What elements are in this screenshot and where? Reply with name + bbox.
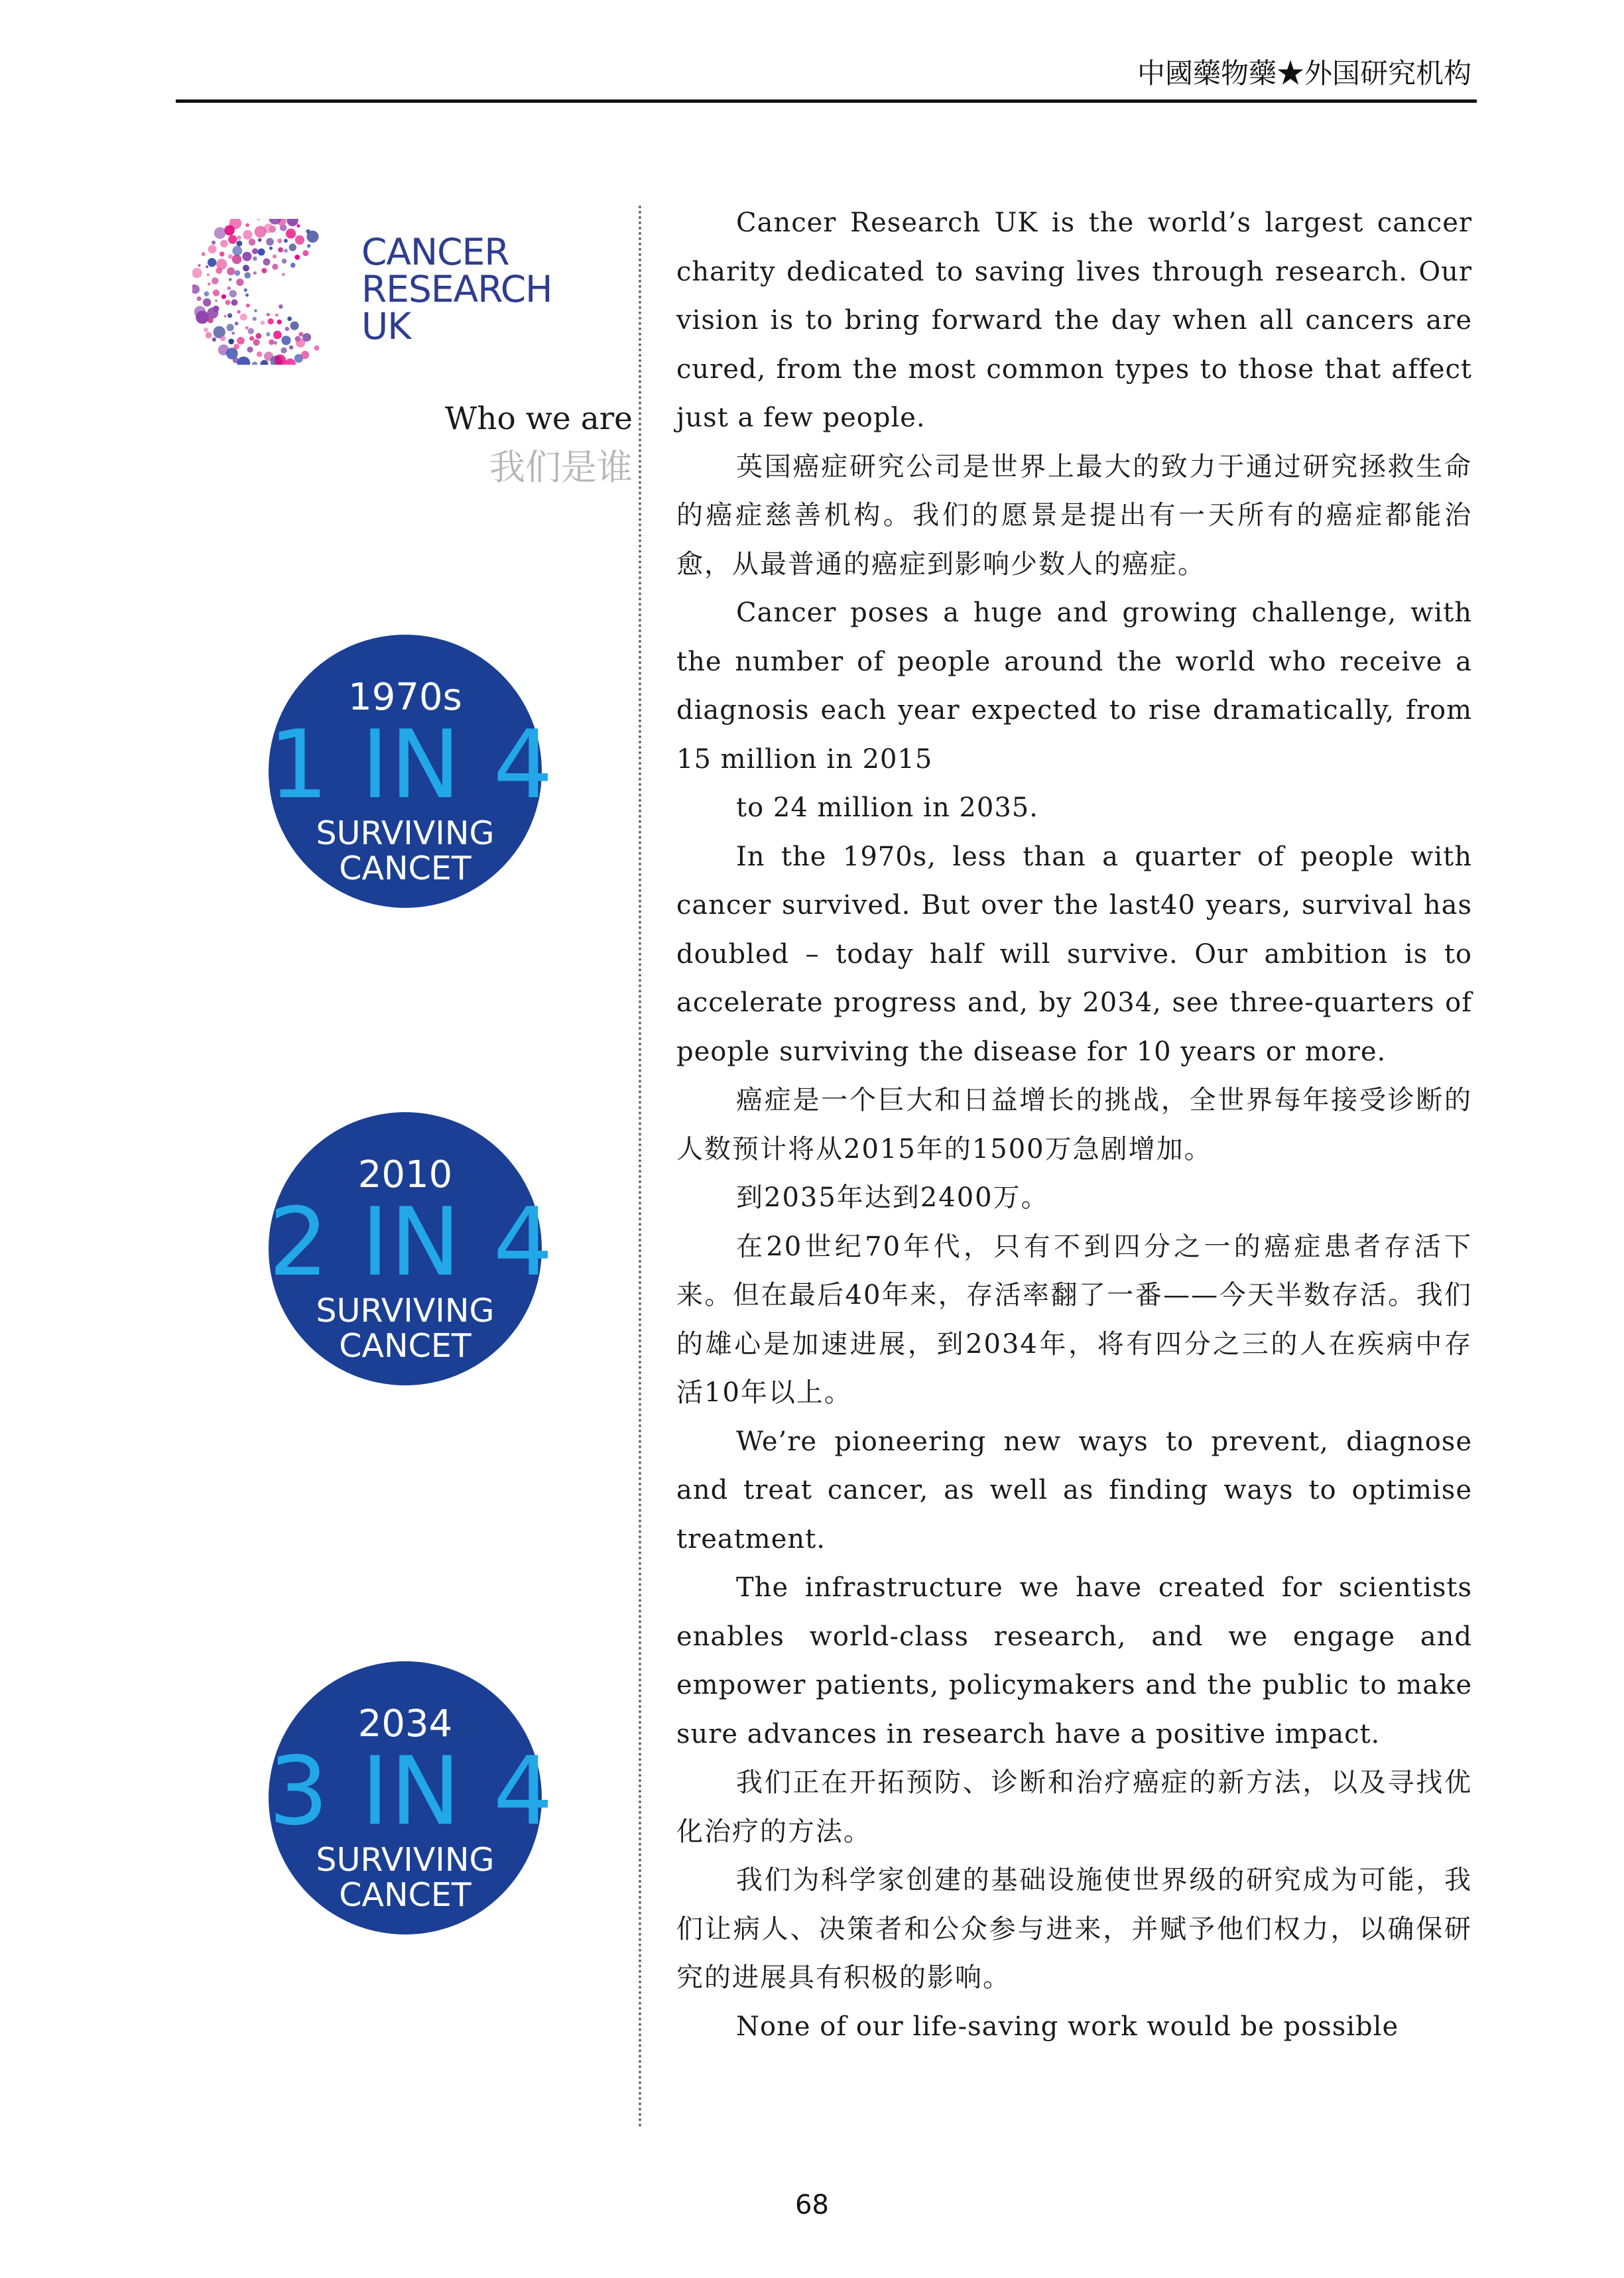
logo-dot: [252, 361, 257, 365]
stat-year: 1970s: [348, 676, 462, 719]
paragraph: We’re pioneering new ways to prevent, diagnose and treat cancer, as well as finding ways to optimise treatment.: [676, 1426, 1472, 1554]
logo-dot: [282, 259, 287, 264]
logo-dot: [290, 322, 299, 330]
logo-dot: [231, 332, 235, 335]
logo-dot: [232, 255, 241, 264]
logo-dot: [245, 272, 251, 279]
stat-ratio: 1 IN 4: [269, 710, 555, 820]
paragraph: Cancer Research UK is the world’s largest cancer charity dedicated to saving lives through research. Our vision is to bring forward the day when all cancers are cured, from the most common types to those that affect just a few people.: [676, 208, 1472, 433]
logo-dot: [267, 313, 270, 316]
logo-dot: [237, 235, 241, 240]
logo-line-2: RESEARCH: [361, 268, 552, 310]
logo-dot: [294, 255, 300, 260]
logo-dot: [237, 241, 243, 247]
stat-label-line-2: CANCET: [339, 1876, 471, 1914]
header-title: 中國藥物藥★外国研究机构: [1137, 57, 1471, 90]
paragraph: In the 1970s, less than a quarter of people with cancer survived. But over the last40 years, survival has doubled – today half will survive. Our ambition is to accelerate progress and, by 2034, see three-quarters of people surviving the disease for 10 years or more.: [676, 841, 1472, 1067]
logo-dot: [229, 290, 237, 297]
logo-dot: [208, 283, 210, 285]
logo-dot: [220, 240, 228, 248]
logo-dot: [285, 327, 289, 331]
logo-dot: [290, 263, 296, 268]
dotted-divider: [639, 206, 641, 2129]
logo-dot: [206, 265, 208, 268]
logo-dot: [314, 346, 320, 351]
logo-dot: [295, 235, 304, 245]
logo-dot: [269, 340, 274, 345]
logo-dot: [278, 247, 283, 253]
logo-dot: [302, 250, 308, 256]
logo-dot: [192, 268, 202, 278]
logo-dot: [257, 351, 262, 357]
logo-dot: [221, 294, 226, 299]
paragraph: 我们正在开拓预防、诊断和治疗癌症的新方法，以及寻找优化治疗的方法。: [676, 1767, 1472, 1847]
logo-dot: [253, 257, 257, 261]
logo-dot: [237, 357, 251, 365]
logo-dot: [263, 258, 271, 265]
logo-dot: [284, 239, 288, 243]
logo-line-3: UK: [361, 305, 411, 348]
logo-dot: [228, 339, 234, 345]
logo-dot: [277, 320, 282, 324]
logo-dot: [245, 326, 249, 330]
paragraph: 在20世纪70年代，只有不到四分之一的癌症患者存活下来。但在最后40年来，存活率翻了一番——今天半数存活。我们的雄心是加速进展，到2034年，将有四分之三的人在疾病中存活10年以上。: [676, 1231, 1472, 1408]
stat-label-line-1: SURVIVING: [316, 814, 495, 852]
logo-dot: [247, 347, 253, 353]
logo-dot: [273, 255, 277, 259]
stat-ratio: 2 IN 4: [269, 1188, 555, 1297]
logo-dot: [237, 310, 240, 314]
section-title-zh: 我们是谁: [489, 446, 633, 488]
logo-dot: [240, 314, 247, 321]
logo-dot: [212, 241, 216, 245]
logo-dot: [266, 332, 270, 336]
logo-dot: [284, 359, 296, 365]
logo-dot: [215, 300, 218, 302]
logo-dot: [236, 279, 243, 286]
paragraph: 到2035年达到2400万。: [736, 1182, 1049, 1213]
logo-dot: [224, 225, 235, 236]
logo-dot: [232, 246, 242, 256]
stat-year: 2034: [357, 1702, 453, 1745]
logo-line-1: CANCER: [361, 231, 509, 273]
logo-dot: [214, 227, 226, 239]
logo-dot: [219, 251, 225, 257]
logo-dot: [255, 226, 267, 238]
logo-dot: [286, 229, 296, 239]
logo-dot: [212, 338, 216, 342]
logo-dot: [207, 273, 210, 276]
logo-dot: [242, 252, 251, 261]
logo-dot: [243, 265, 249, 271]
logo-dot: [244, 288, 247, 292]
c-dots-logo-icon: [192, 219, 358, 365]
logo-dot: [284, 249, 288, 253]
logo-dot: [227, 267, 235, 275]
logo-dot: [289, 243, 296, 251]
logo-dot: [204, 328, 208, 332]
stat-year: 2010: [357, 1153, 453, 1196]
logo-dot: [273, 331, 282, 340]
paragraph: None of our life-saving work would be possible: [736, 2011, 1399, 2042]
logo-dot: [269, 247, 273, 250]
paragraph: 我们为科学家创建的基础设施使世界级的研究成为可能，我们让病人、决策者和公众参与进来，并赋予他们权力，以确保研究的进展具有积极的影响。: [676, 1865, 1472, 1993]
logo-dot: [237, 337, 245, 345]
paragraph: Cancer poses a huge and growing challenge, with the number of people around the world who receive a diagnosis each year expected to rise dramatically, from 15 million in 2015: [676, 598, 1472, 775]
logo-dot: [298, 332, 303, 337]
logo-dot: [245, 294, 249, 297]
logo-dot: [208, 258, 216, 267]
logo-dot: [212, 277, 219, 285]
logo-dot: [261, 268, 267, 273]
logo-dot: [235, 322, 239, 326]
logo-dot: [277, 239, 282, 243]
logo-dot: [249, 336, 254, 341]
logo-dot: [258, 249, 265, 256]
paragraph: 癌症是一个巨大和日益增长的挑战，全世界每年接受诊断的人数预计将从2015年的1500万急剧增加。: [676, 1085, 1472, 1165]
logo-dot: [287, 316, 292, 321]
logo-dot: [228, 254, 233, 259]
stat-circle-2010: [269, 1112, 555, 1385]
logo-dot: [272, 264, 278, 270]
logo-dot: [203, 298, 211, 306]
logo-dot: [198, 264, 201, 267]
logo-dot: [268, 318, 274, 324]
logo-dot: [258, 238, 262, 242]
logo-dot: [231, 299, 238, 306]
logo-dot: [192, 285, 200, 294]
logo-dot: [249, 239, 256, 246]
logo-dot: [196, 311, 209, 324]
logo-dot: [227, 286, 231, 290]
logo-dot: [229, 278, 232, 281]
logo-dot: [206, 332, 212, 339]
stat-ratio: 3 IN 4: [269, 1737, 555, 1846]
header-rule: [176, 99, 1477, 103]
logo-dot: [208, 245, 217, 253]
logo-dot: [228, 235, 237, 243]
logo-dot: [286, 219, 298, 226]
logo-dot: [252, 248, 258, 254]
stat-circle-2034: [269, 1661, 555, 1934]
section-title-en: Who we are: [444, 401, 633, 437]
logo-dot: [204, 291, 210, 296]
logo-dot: [281, 336, 290, 345]
logo-dot: [253, 339, 260, 346]
logo-text: [361, 231, 552, 348]
logo-dot: [245, 223, 249, 227]
logo-dot: [256, 333, 262, 339]
paragraph: The infrastructure we have created for scientists enables world-class research, and we engage and empower patients, policymakers and the public to make sure advances in research have a positive impact.: [676, 1572, 1472, 1749]
logo-dot: [302, 333, 311, 342]
logo-dot: [253, 271, 257, 275]
logo-dot: [301, 351, 309, 359]
body-text: [676, 199, 1472, 2051]
logo-dot: [266, 238, 274, 246]
page-number: 68: [795, 2190, 829, 2220]
logo-dot: [225, 300, 231, 305]
paragraph: 英国癌症研究公司是世界上最大的致力于通过研究拯救生命的癌症慈善机构。我们的愿景是提出有一天所有的癌症都能治愈，从最普通的癌症到影响少数人的癌症。: [676, 451, 1472, 580]
logo-dot: [306, 229, 310, 233]
logo-dot: [197, 296, 202, 301]
logo-dot: [257, 219, 260, 220]
logo-dot: [254, 309, 257, 312]
logo-dot: [275, 314, 279, 317]
logo-dot: [248, 328, 254, 334]
logo-dot: [279, 304, 282, 308]
logo-dot: [296, 224, 300, 227]
logo-dot: [282, 273, 285, 277]
logo-dot: [246, 304, 250, 308]
logo-dot: [227, 324, 234, 331]
stat-circle-1970s: [269, 635, 555, 908]
paragraph: to 24 million in 2035.: [736, 792, 1038, 823]
logo-dot: [307, 244, 311, 248]
logo-dot: [202, 252, 206, 256]
logo-dot: [235, 270, 241, 276]
logo-dot: [227, 313, 232, 318]
logo-dot: [274, 341, 277, 344]
logo-dot: [289, 346, 293, 349]
logo-dot: [243, 230, 252, 239]
stat-label-line-2: CANCET: [339, 1327, 471, 1365]
cancer-research-uk-logo: [192, 219, 564, 365]
logo-dot: [224, 315, 227, 318]
logo-dot: [261, 321, 265, 325]
logo-dot: [216, 267, 222, 274]
stat-label-line-1: SURVIVING: [316, 1841, 495, 1879]
stat-label-line-1: SURVIVING: [316, 1292, 495, 1330]
logo-dot: [253, 317, 257, 321]
logo-dot: [281, 348, 286, 353]
logo-dot: [213, 290, 219, 296]
stat-label-line-2: CANCET: [339, 850, 471, 887]
logo-dot: [220, 336, 225, 341]
